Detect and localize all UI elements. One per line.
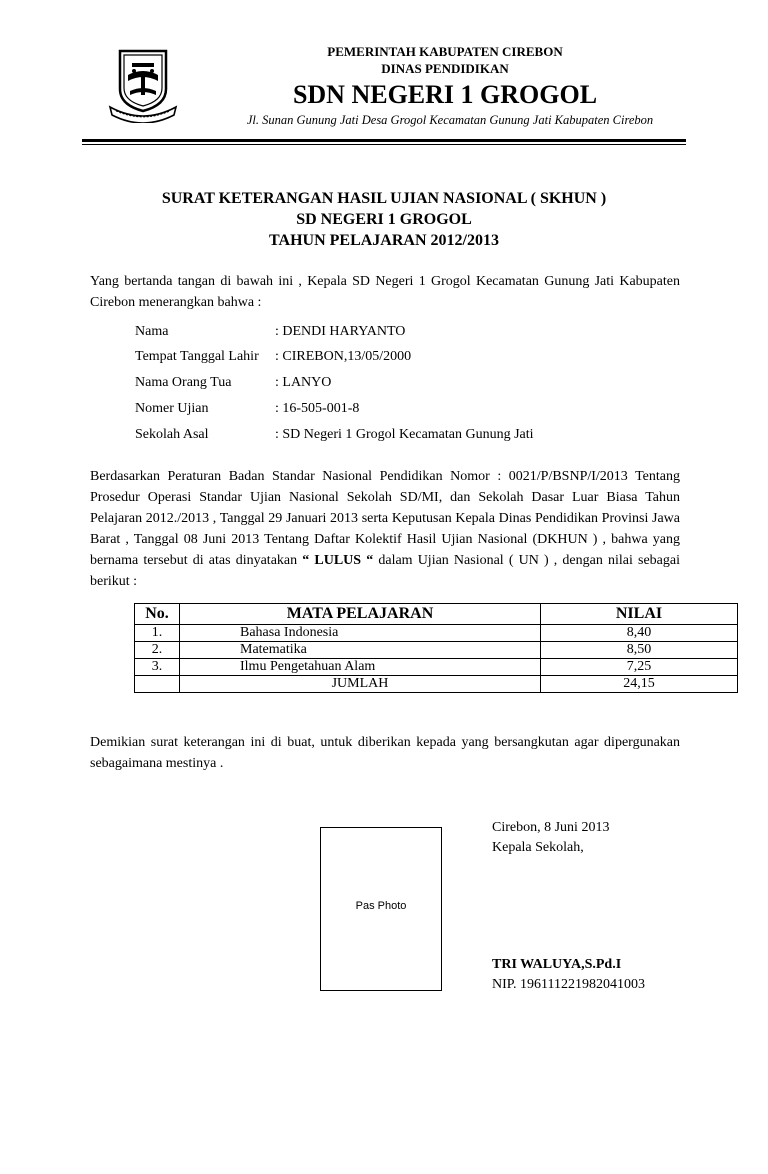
school-name: SDN NEGERI 1 GROGOL bbox=[292, 80, 598, 109]
subject-score: 7,25 bbox=[541, 659, 738, 676]
identity-value: : LANYO bbox=[275, 375, 332, 390]
identity-label: Tempat Tanggal Lahir bbox=[135, 349, 259, 364]
total-label: JUMLAH bbox=[180, 676, 541, 693]
table-row bbox=[135, 659, 738, 676]
regency-crest-logo bbox=[108, 45, 178, 123]
identity-row-birth bbox=[135, 347, 655, 367]
intro-paragraph: Yang bertanda tangan di bawah ini , Kepala SD Negeri 1 Grogol Kecamatan Gunung Jati Kabupaten Cirebon menerangkan bahwa : bbox=[90, 274, 680, 310]
identity-value: : 16-505-001-8 bbox=[275, 401, 360, 416]
row-number: 2. bbox=[135, 642, 180, 659]
letterhead-rule-thin bbox=[82, 144, 686, 145]
subject-name: Bahasa Indonesia bbox=[180, 625, 541, 642]
signature-place-date: Cirebon, 8 Juni 2013 bbox=[492, 820, 610, 835]
basis-paragraph bbox=[90, 466, 680, 592]
table-row bbox=[135, 642, 738, 659]
identity-label: Nomer Ujian bbox=[135, 401, 209, 416]
identity-row-name bbox=[135, 322, 655, 342]
identity-value: : DENDI HARYANTO bbox=[275, 324, 406, 339]
signatory-name: TRI WALUYA,S.Pd.I bbox=[492, 957, 622, 972]
identity-row-origin-school bbox=[135, 425, 655, 445]
total-empty-cell bbox=[135, 676, 180, 693]
identity-value: : CIREBON,13/05/2000 bbox=[275, 349, 412, 364]
identity-row-parent bbox=[135, 373, 655, 393]
column-header-no: No. bbox=[135, 604, 180, 625]
identity-row-exam-number bbox=[135, 399, 655, 419]
total-score: 24,15 bbox=[541, 676, 738, 693]
document-subtitle-school: SD NEGERI 1 GROGOL bbox=[296, 211, 472, 228]
document-title: SURAT KETERANGAN HASIL UJIAN NASIONAL ( SKHUN ) bbox=[161, 190, 607, 207]
subject-score: 8,50 bbox=[541, 642, 738, 659]
basis-text-before: Berdasarkan Peraturan Badan Standar Nasional Pendidikan Nomor : 0021/P/BSNP/I/2013 Tentang Prosedur Operasi Standar Ujian Nasional Sekolah SD/MI, dan Sekolah Dasar Luar Biasa Tahun Pelajaran 2012./2013 , Tanggal 29 Januari 2013 serta Keputusan Kepala Dinas Pendidikan Provinsi Jawa Barat , Tanggal 08 Juni 2013 Tentang Daftar Kolektif Hasil Ujian Nasional (DKHUN ) , bahwa yang bernama tersebut di atas dinyatakan bbox=[90, 469, 680, 568]
subject-score: 8,40 bbox=[541, 625, 738, 642]
table-row bbox=[135, 625, 738, 642]
row-number: 1. bbox=[135, 625, 180, 642]
table-total-row bbox=[135, 676, 738, 693]
identity-label: Sekolah Asal bbox=[135, 427, 209, 442]
grades-table bbox=[134, 603, 738, 693]
department-name: DINAS PENDIDIKAN bbox=[381, 61, 509, 76]
table-header-row bbox=[135, 604, 738, 625]
photo-placeholder-box bbox=[320, 827, 442, 991]
government-name: PEMERINTAH KABUPATEN CIREBON bbox=[327, 44, 563, 59]
graduation-status: “ LULUS “ bbox=[302, 553, 374, 568]
basis-text-after: dalam Ujian Nasional ( UN ) , dengan nilai sebagai berikut : bbox=[90, 553, 680, 589]
identity-label: Nama Orang Tua bbox=[135, 375, 232, 390]
column-header-score: NILAI bbox=[541, 604, 738, 625]
closing-paragraph: Demikian surat keterangan ini di buat, untuk diberikan kepada yang bersangkutan agar dipergunakan sebagaimana mestinya . bbox=[90, 735, 680, 771]
letterhead-rule-thick bbox=[82, 139, 686, 142]
column-header-subject: MATA PELAJARAN bbox=[180, 604, 541, 625]
row-number: 3. bbox=[135, 659, 180, 676]
identity-label: Nama bbox=[135, 324, 169, 339]
signatory-nip: NIP. 196111221982041003 bbox=[492, 977, 645, 992]
document-subtitle-year: TAHUN PELAJARAN 2012/2013 bbox=[269, 232, 499, 249]
subject-name: Matematika bbox=[180, 642, 541, 659]
subject-name: Ilmu Pengetahuan Alam bbox=[180, 659, 541, 676]
school-address: Jl. Sunan Gunung Jati Desa Grogol Kecamatan Gunung Jati Kabupaten Cirebon bbox=[246, 113, 654, 127]
identity-value: : SD Negeri 1 Grogol Kecamatan Gunung Jati bbox=[275, 427, 534, 442]
signature-role: Kepala Sekolah, bbox=[492, 840, 584, 855]
photo-placeholder-label: Pas Photo bbox=[355, 900, 407, 912]
